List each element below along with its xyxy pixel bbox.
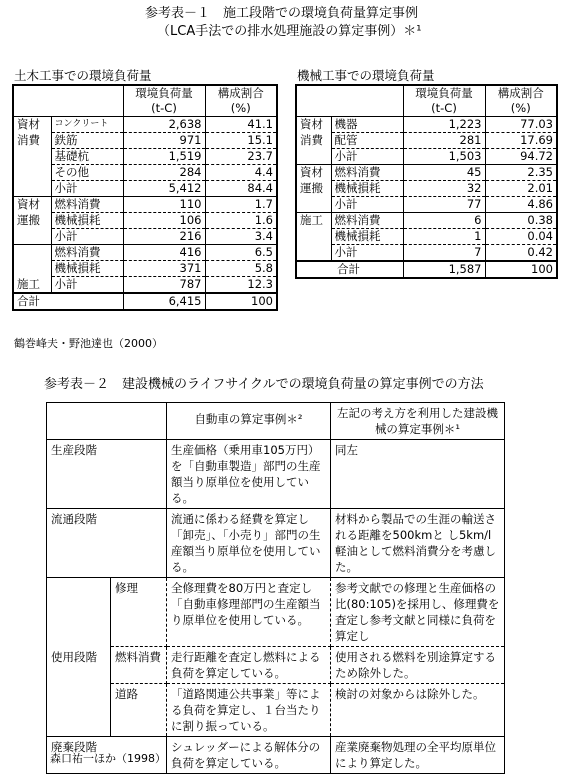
table-row <box>47 509 505 578</box>
table-row <box>13 165 277 181</box>
method-cell-b: 検討の対象からは除外した。 <box>331 684 505 737</box>
row-load: 1,223 <box>403 117 485 133</box>
civil-table <box>12 84 278 311</box>
row-load: 1,503 <box>403 149 485 165</box>
row-item: 機械損耗 <box>331 229 403 245</box>
row-ratio: 0.04 <box>485 229 557 245</box>
civil-head-ratio-unit: (%) <box>205 101 277 117</box>
row-item: 小計 <box>51 229 123 245</box>
row-ratio: 41.1 <box>205 117 277 133</box>
row-ratio: 3.4 <box>205 229 277 245</box>
table-row <box>13 181 277 197</box>
civil-group-label: 消費 <box>17 133 40 147</box>
table1-subtitle: （LCA手法での排水処理施設の算定事例）＊¹ <box>157 24 422 39</box>
table-row <box>296 181 557 197</box>
row-ratio: 4.86 <box>485 197 557 213</box>
table-row <box>13 245 277 261</box>
table-row <box>13 197 277 213</box>
row-ratio: 4.4 <box>205 165 277 181</box>
table-row <box>296 229 557 245</box>
table-row <box>296 117 557 133</box>
table-row <box>13 149 277 165</box>
table1-title: 参考表－１ 施工段階での環境負荷量算定事例 <box>145 6 419 21</box>
total-row <box>13 293 277 310</box>
row-ratio: 6.5 <box>205 245 277 261</box>
row-item: 機器 <box>331 117 403 133</box>
table-row <box>296 213 557 229</box>
mech-group-label: 資材 <box>300 117 323 132</box>
row-ratio: 84.4 <box>205 181 277 197</box>
row-item: 機械損耗 <box>51 261 123 277</box>
stage-label: 流通段階 <box>47 509 167 578</box>
method-cell-b: 使用される燃料を別途算定するため除外した。 <box>331 647 505 684</box>
row-item: 燃料消費 <box>51 197 123 213</box>
row-load: 77 <box>403 197 485 213</box>
row-load: 32 <box>403 181 485 197</box>
row-ratio: 1.7 <box>205 197 277 213</box>
civil-total-load: 6,415 <box>123 293 205 310</box>
row-item: 燃料消費 <box>331 165 403 181</box>
row-load: 281 <box>403 133 485 149</box>
substage-label: 修理 <box>111 578 167 647</box>
civil-group-label: 運搬 <box>17 213 40 227</box>
row-load: 216 <box>123 229 205 245</box>
method-cell-a: 「道路関連公共事業」等による負荷を算定し、１台当たりに割り振っている。 <box>167 684 331 737</box>
row-item: 小計 <box>51 181 123 197</box>
method-cell-b: 参考文献での修理と生産価格の比(80:105)を採用し、修理費を査定し参考文献と同様に負荷を算定し <box>331 578 505 647</box>
method-head-b: 左記の考え方を利用した建設機械の算定事例＊¹ <box>331 403 505 440</box>
method-cell-a: シュレッダーによる解体分の負荷を算定している。 <box>167 737 331 774</box>
mech-group-label: 資材 <box>300 165 323 180</box>
mech-total-ratio: 100 <box>485 261 557 278</box>
mech-head-load: 環境負荷量 <box>403 85 485 101</box>
table-row <box>296 245 557 262</box>
method-cell-a: 生産価格（乗用車105万円）を「自動車製造」部門の生産額当り原単位を使用している。 <box>167 440 331 509</box>
row-item: 機械損耗 <box>51 213 123 229</box>
row-item: 基礎杭 <box>51 149 123 165</box>
row-item: 機械損耗 <box>331 181 403 197</box>
row-ratio: 0.42 <box>485 245 557 262</box>
civil-total-ratio: 100 <box>205 293 277 310</box>
row-ratio: 15.1 <box>205 133 277 149</box>
stage-label: 使用段階 <box>47 578 111 737</box>
method-cell-a: 走行距離を査定し燃料による負荷を算定している。 <box>167 647 331 684</box>
table-row <box>13 277 277 294</box>
civil-head-load: 環境負荷量 <box>123 85 205 101</box>
row-item: 配管 <box>331 133 403 149</box>
total-row <box>296 261 557 278</box>
row-ratio: 17.69 <box>485 133 557 149</box>
row-item: 燃料消費 <box>51 245 123 261</box>
row-load: 2,638 <box>123 117 205 133</box>
row-load: 371 <box>123 261 205 277</box>
row-load: 787 <box>123 277 205 294</box>
substage-label: 燃料消費 <box>111 647 167 684</box>
row-item: 小計 <box>331 149 403 165</box>
row-load: 45 <box>403 165 485 181</box>
row-ratio: 2.35 <box>485 165 557 181</box>
row-ratio: 2.01 <box>485 181 557 197</box>
row-ratio: 1.6 <box>205 213 277 229</box>
row-item: 燃料消費 <box>331 213 403 229</box>
row-ratio: 5.8 <box>205 261 277 277</box>
row-item: 小計 <box>331 197 403 213</box>
civil-group-label: 資材 <box>17 197 40 212</box>
table2-title: 参考表－２ 建設機械のライフサイクルでの環境負荷量の算定事例での方法 <box>44 377 484 392</box>
method-cell-b: 材料から製品での生涯の輸送される距離を500kmと し5km/l軽油として燃料消費分を考慮した。 <box>331 509 505 578</box>
mech-total-load: 1,587 <box>403 261 485 278</box>
table-row <box>47 684 505 737</box>
civil-total-label: 合計 <box>13 293 123 310</box>
row-item: 小計 <box>51 277 123 294</box>
row-ratio: 23.7 <box>205 149 277 165</box>
table-row <box>13 133 277 149</box>
row-load: 7 <box>403 245 485 262</box>
row-item: コンクリート <box>51 117 123 133</box>
mech-group-label: 運搬 <box>300 181 323 195</box>
table-row <box>13 213 277 229</box>
table-row <box>296 165 557 181</box>
method-table <box>46 402 505 774</box>
row-item: 鉄筋 <box>51 133 123 149</box>
row-ratio: 0.38 <box>485 213 557 229</box>
civil-source: 鶴巻峰夫・野池達也（2000） <box>14 337 163 350</box>
row-item: 小計 <box>331 245 403 262</box>
row-load: 1 <box>403 229 485 245</box>
mech-total-label: 合計 <box>296 261 403 278</box>
table-row <box>296 133 557 149</box>
table-row <box>13 229 277 245</box>
civil-head-ratio: 構成割合 <box>205 85 277 101</box>
row-item: その他 <box>51 165 123 181</box>
table-row <box>13 261 277 277</box>
mech-head-ratio-unit: (%) <box>485 101 557 117</box>
mech-caption: 機械工事での環境負荷量 <box>297 68 435 83</box>
stage-label: 生産段階 <box>47 440 167 509</box>
row-load: 971 <box>123 133 205 149</box>
table-row <box>296 149 557 165</box>
row-load: 6 <box>403 213 485 229</box>
civil-head-load-unit: (t-C) <box>123 101 205 117</box>
civil-group-label: 資材 <box>17 117 40 132</box>
row-load: 106 <box>123 213 205 229</box>
table-row <box>47 647 505 684</box>
mech-head-ratio: 構成割合 <box>485 85 557 101</box>
row-ratio: 12.3 <box>205 277 277 294</box>
row-load: 110 <box>123 197 205 213</box>
row-ratio: 77.03 <box>485 117 557 133</box>
table-row <box>47 440 505 509</box>
method-cell-a: 全修理費を80万円と査定し「自動車修理部門の生産額当り原単位を使用している。 <box>167 578 331 647</box>
table-row <box>13 117 277 133</box>
row-load: 416 <box>123 245 205 261</box>
method-source: 森口祐一ほか（1998） <box>50 752 166 765</box>
method-head-a: 自動車の算定事例＊² <box>167 403 331 440</box>
mech-head-load-unit: (t-C) <box>403 101 485 117</box>
mech-table <box>295 84 558 279</box>
row-ratio: 94.72 <box>485 149 557 165</box>
method-cell-b: 産業廃棄物処理の全平均原単位により算定した。 <box>331 737 505 774</box>
civil-group-label: 施工 <box>17 276 40 291</box>
row-load: 284 <box>123 165 205 181</box>
substage-label: 道路 <box>111 684 167 737</box>
mech-group-label: 消費 <box>300 133 323 147</box>
table-row <box>47 578 505 647</box>
method-cell-a: 流通に係わる経費を算定し「卸売」、「小売り」部門の生産額当り原単位を使用している。 <box>167 509 331 578</box>
method-cell-b: 同左 <box>331 440 505 509</box>
civil-caption: 土木工事での環境負荷量 <box>14 68 152 83</box>
table-row <box>296 197 557 213</box>
mech-group-label: 施工 <box>300 213 323 228</box>
row-load: 1,519 <box>123 149 205 165</box>
stage-label: 廃棄段階 <box>47 737 167 774</box>
row-load: 5,412 <box>123 181 205 197</box>
